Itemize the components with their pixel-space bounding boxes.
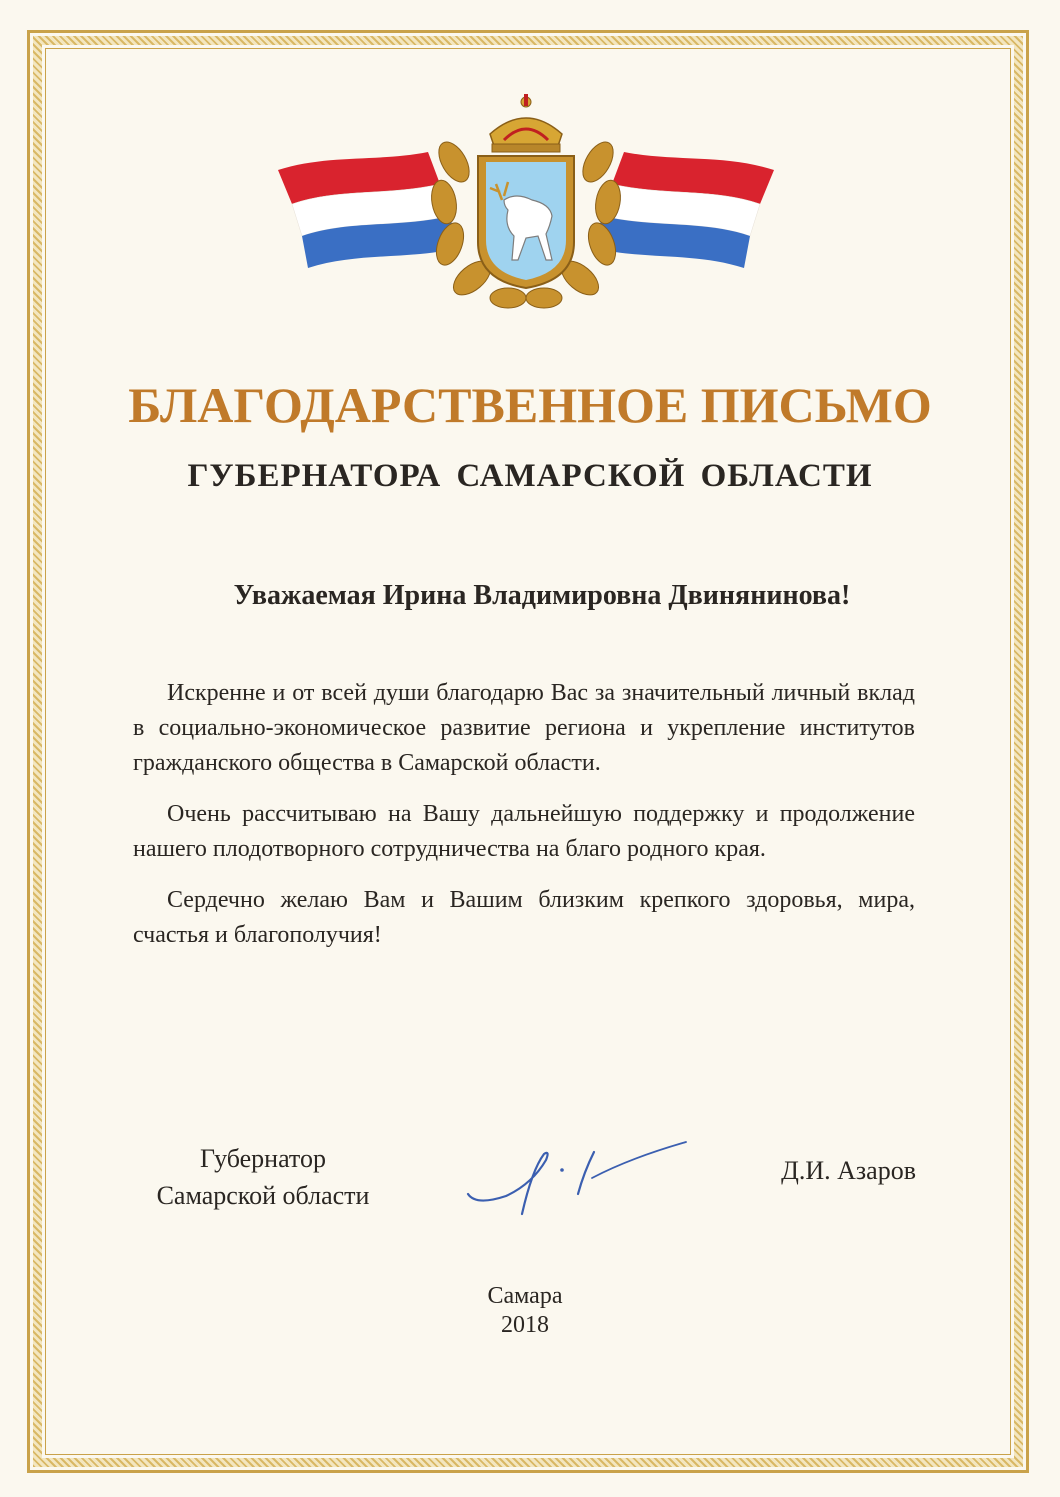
signatory-name: Д.И. Азаров [781, 1156, 916, 1185]
year: 2018 [501, 1312, 549, 1338]
salutation: Уважаемая Ирина Владимировна Двинянинова! [233, 580, 851, 611]
letter-body [133, 676, 915, 969]
signatory-role-line: Губернатор [200, 1144, 326, 1173]
signatory-role [133, 1140, 393, 1214]
document-title: БЛАГОДАРСТВЕННОЕ ПИСЬМО [128, 377, 932, 433]
signatory-role-line: Самарской области [156, 1181, 370, 1210]
samara-coat-of-arms-icon [268, 92, 784, 314]
paragraph: Очень рассчитываю на Вашу дальнейшую поддержку и продолжение нашего плодотворного сотрудничества на благо родного края. [133, 801, 915, 862]
place-and-year [0, 1282, 1050, 1340]
signature-icon [462, 1136, 692, 1220]
document-subtitle: ГУБЕРНАТОРА САМАРСКОЙ ОБЛАСТИ [187, 458, 873, 494]
paragraph: Искренне и от всей души благодарю Вас за значительный личный вклад в социально-экономическое развитие региона и укрепление институтов гражданского общества в Самарской области. [133, 680, 915, 776]
paragraph: Сердечно желаю Вам и Вашим близким крепкого здоровья, мира, счастья и благополучия! [133, 887, 915, 948]
place: Самара [487, 1283, 563, 1309]
